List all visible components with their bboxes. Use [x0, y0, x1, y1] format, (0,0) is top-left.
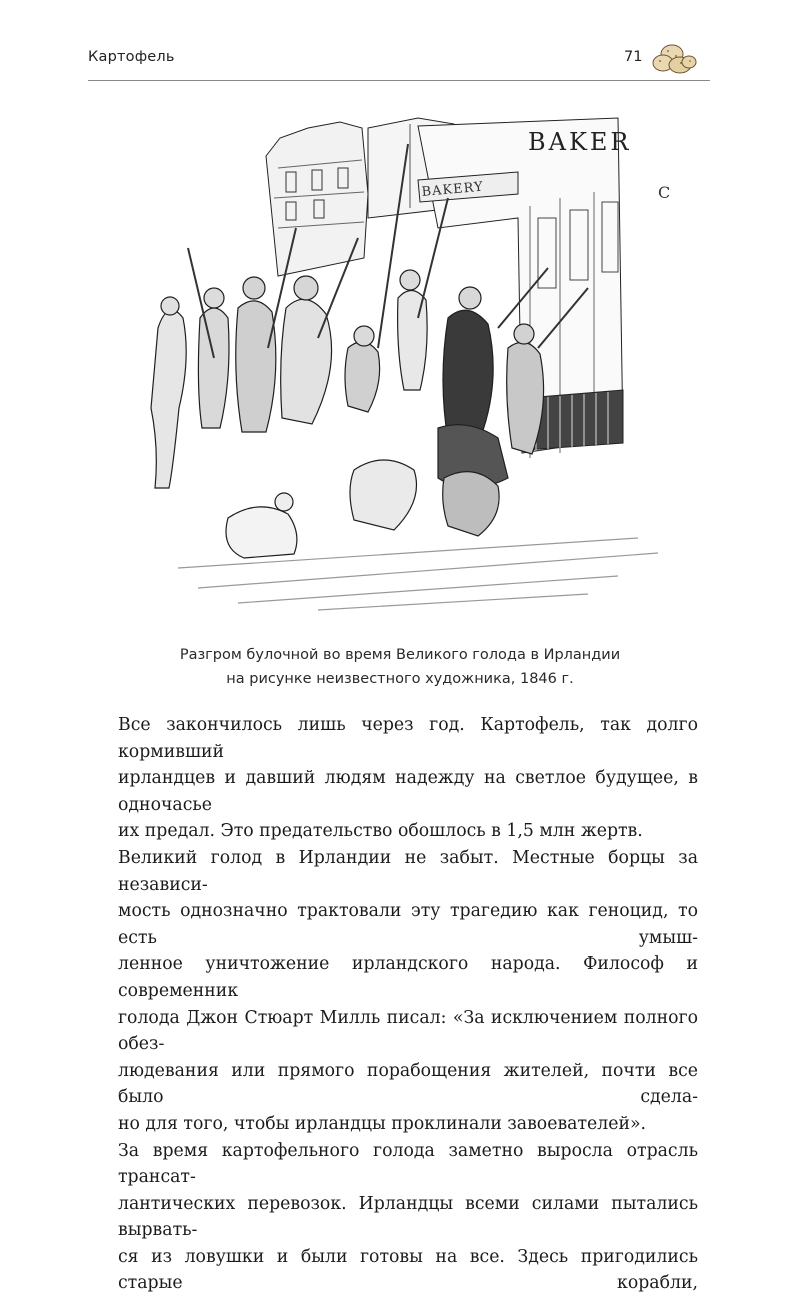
body-line: Великий голод в Ирландии не забыт. Местные борцы за независи-	[118, 847, 698, 895]
body-line: их предал. Это предательство обошлось в 1,5 млн жертв.	[118, 821, 643, 842]
caption-line-1: Разгром булочной во время Великого голода в Ирландии	[179, 647, 621, 663]
bakery-riot-engraving	[118, 98, 678, 618]
body-line: ленное уничтожение ирландского народа. Философ и современник	[118, 954, 698, 1001]
body-line: мость однозначно трактовали эту трагедию как геноцид, то есть умыш-	[118, 901, 698, 948]
body-line: но для того, чтобы ирландцы проклинали завоевателей».	[118, 1113, 647, 1134]
caption-line-2: на рисунке неизвестного художника, 1846 г.	[226, 671, 574, 687]
body-text	[118, 712, 698, 1297]
running-header-title: Картофель	[88, 49, 175, 65]
body-line: За время картофельного голода заметно выросла отрасль трансат-	[118, 1140, 698, 1188]
body-line: голода Джон Стюарт Милль писал: «За исключением полного обез-	[118, 1007, 698, 1055]
illustration-caption	[100, 643, 700, 691]
bakery-sign-c: C	[658, 183, 671, 202]
body-line: ирландцев и давший людям надежду на светлое будущее, в одночасье	[118, 768, 698, 815]
potato-icon	[650, 40, 698, 76]
body-line: людевания или прямого порабощения жителей, почти все было сдела-	[118, 1060, 698, 1108]
bakery-sign-bakery: BAKERY	[421, 179, 485, 200]
body-line: ся из ловушки и были готовы на все. Здесь пригодились старые корабли,	[118, 1246, 698, 1294]
bakery-sign-baker: BAKER	[528, 128, 632, 156]
page-number: 71	[624, 49, 643, 65]
body-line: лантических перевозок. Ирландцы всеми силами пытались вырвать-	[118, 1193, 698, 1241]
body-line: Все закончилось лишь через год. Картофель, так долго кормивший	[118, 715, 698, 762]
header-rule	[88, 80, 710, 81]
